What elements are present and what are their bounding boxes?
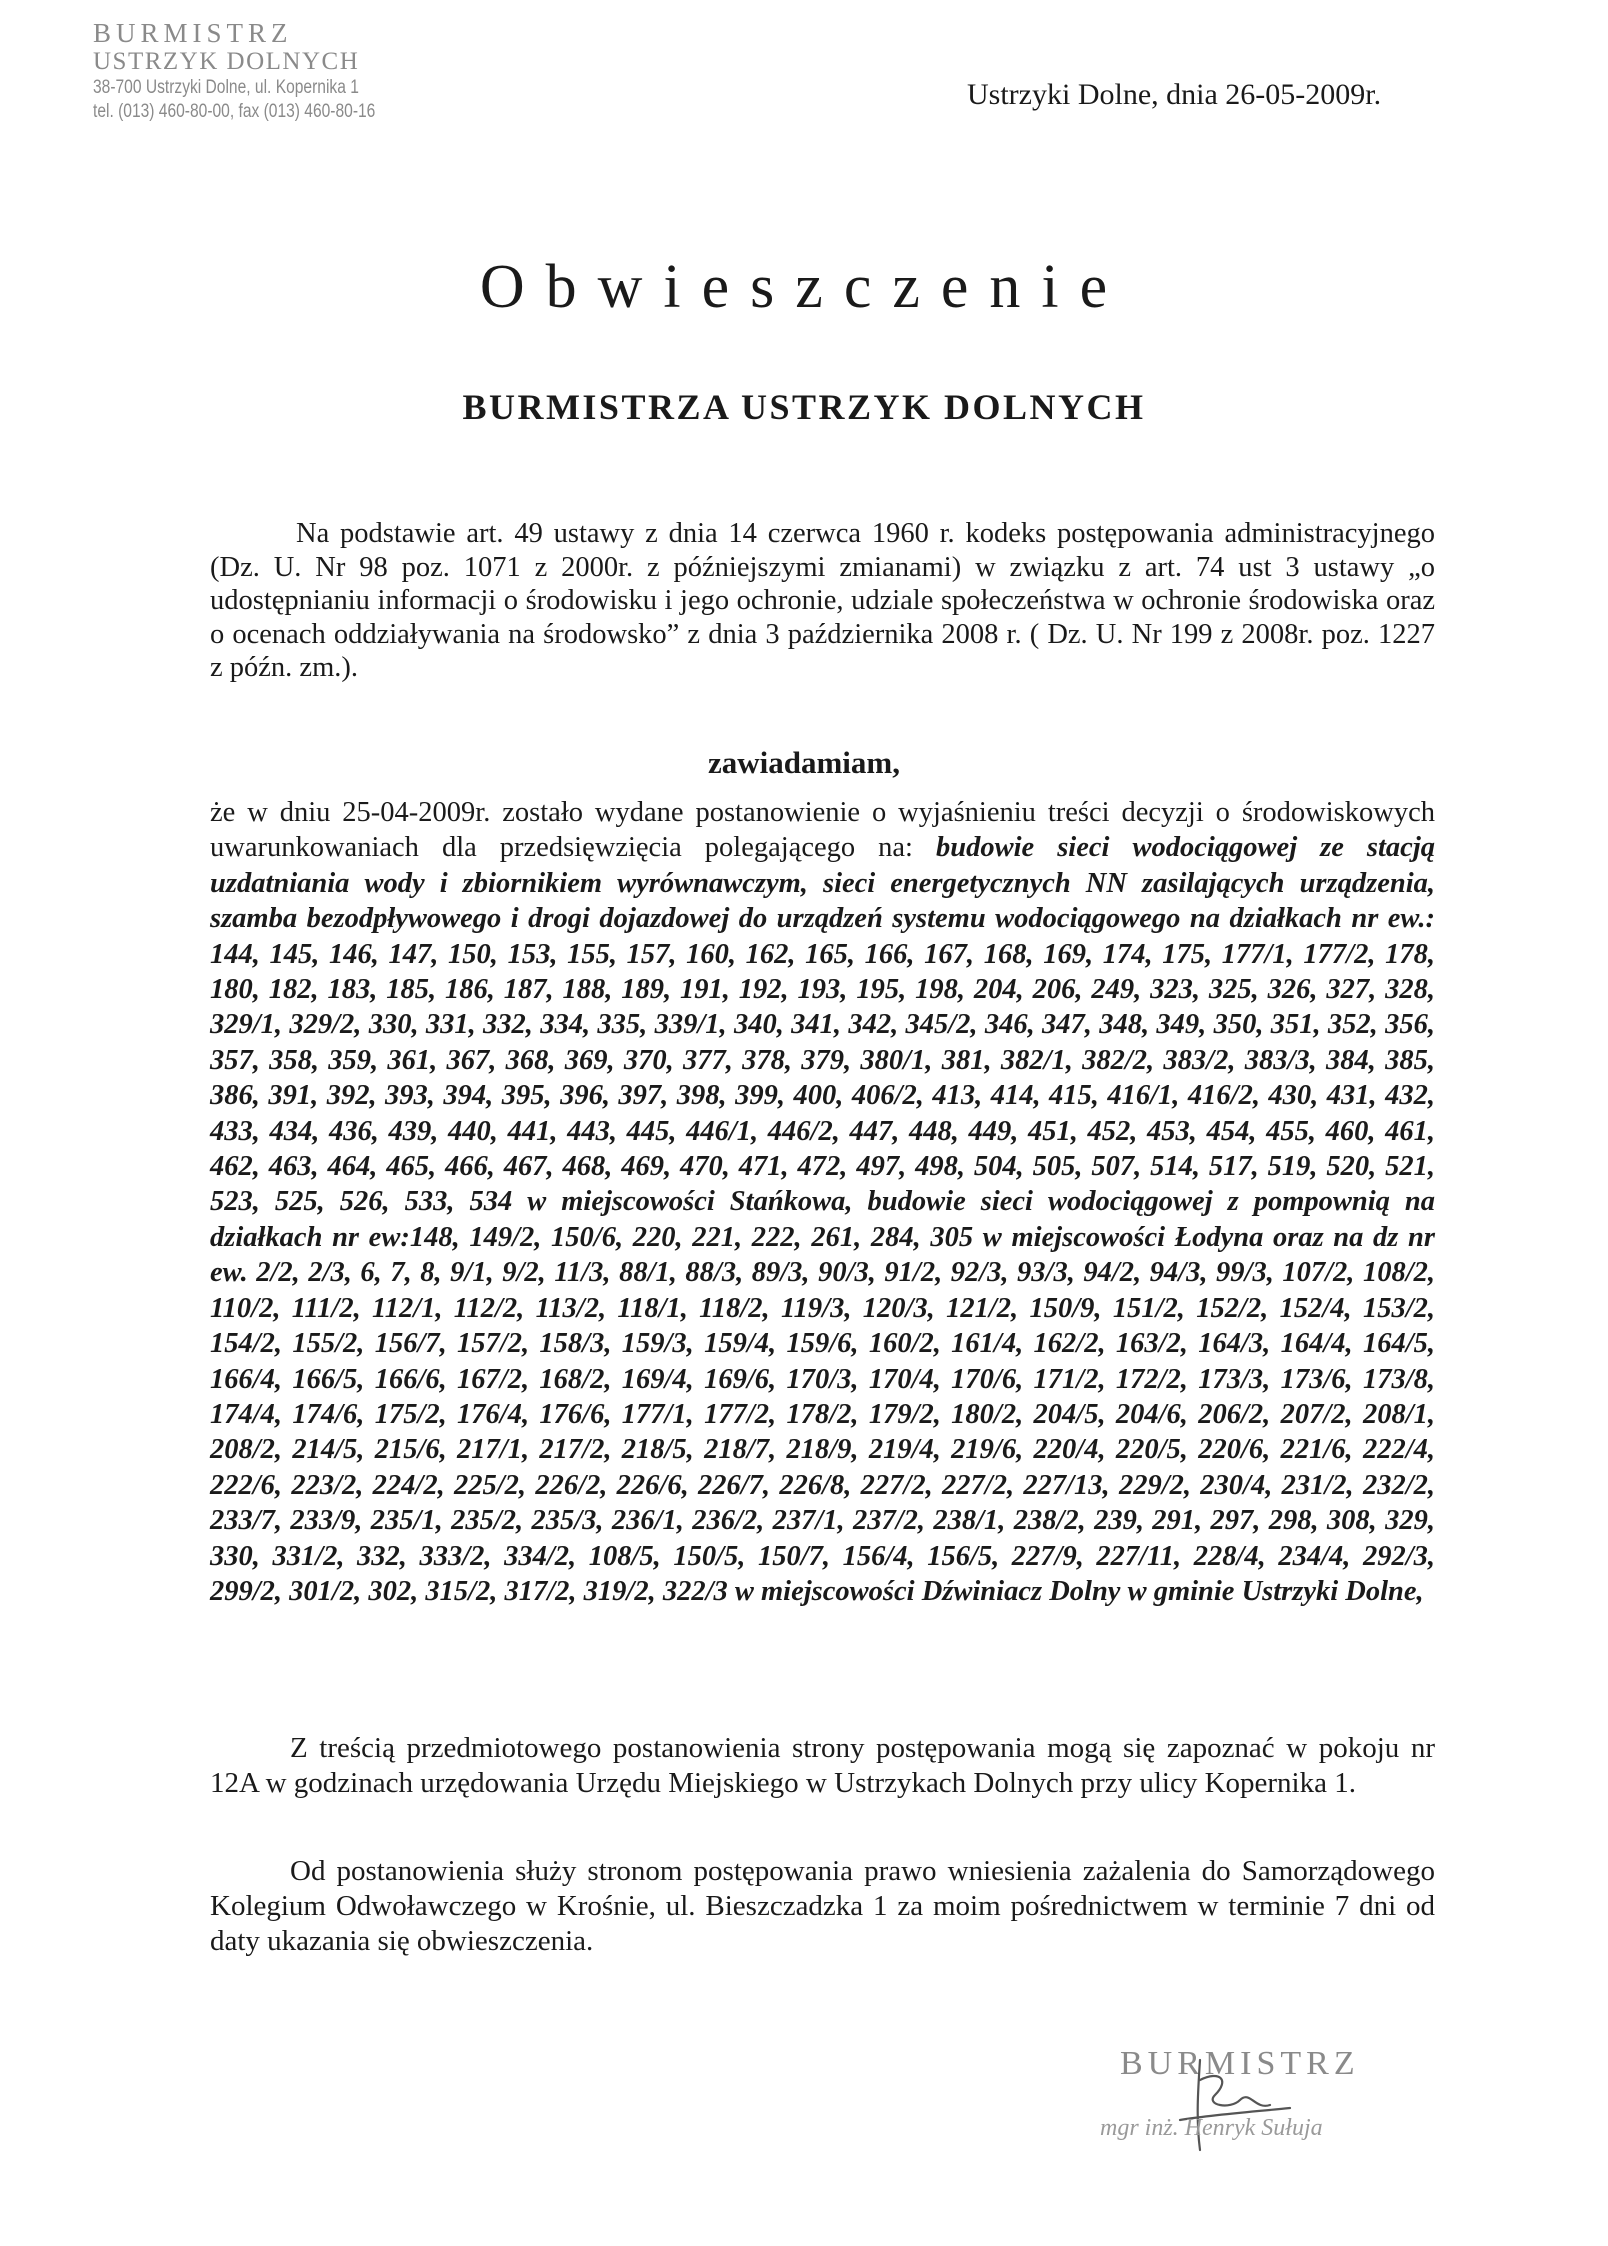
appeal-info-paragraph: Od postanowienia służy stronom postępowania prawo wniesienia zażalenia do Samorządowego Kolegium Odwoławczego w Krośnie, ul. Bieszczadzka 1 za moim pośrednictwem w terminie 7 dni od daty ukazania się obwieszczenia.	[210, 1855, 1435, 1957]
decision-paragraph	[210, 795, 1435, 1609]
letterhead-address: 38-700 Ustrzyki Dolne, ul. Kopernika 1	[93, 77, 359, 98]
document-subtitle: BURMISTRZA USTRZYK DOLNYCH	[462, 387, 1146, 427]
letterhead-name: BURMISTRZ	[93, 18, 293, 48]
letterhead	[93, 18, 437, 124]
decision-intro: że w dniu 25-04-2009r. zostało wydane postanowienie o wyjaśnieniu treści decyzji o środowiskowych uwarunkowaniach dla przedsięwzięcia polegającego na:	[210, 797, 1435, 864]
access-info-paragraph: Z treścią przedmiotowego postanowienia strony postępowania mogą się zapoznać w pokoju nr 12A w godzinach urzędowania Urzędu Miejskiego w Ustrzykach Dolnych przy ulicy Kopernika 1.	[210, 1732, 1435, 1799]
stamp-title: BURMISTRZ	[1120, 2045, 1360, 2082]
document-date: Ustrzyki Dolne, dnia 26-05-2009r.	[967, 78, 1382, 111]
legal-basis-paragraph: Na podstawie art. 49 ustawy z dnia 14 czerwca 1960 r. kodeks postępowania administracyjnego (Dz. U. Nr 98 poz. 1071 z 2000r. z późniejszymi zmianami) w związku z art. 74 ust 3 ustawy „o udostępnianiu informacji o środowisku i jego ochronie, udziale społeczeństwa w ochronie środowiska oraz o ocenach oddziaływania na środowsko” z dnia 3 października 2008 r. ( Dz. U. Nr 199 z 2008r. poz. 1227 z późn. zm.).	[210, 518, 1435, 683]
signature-stamp	[1100, 2045, 1420, 2195]
announcement-heading: zawiadamiam,	[707, 745, 900, 780]
letterhead-city: USTRZYK DOLNYCH	[93, 48, 360, 75]
document-title: Obwieszczenie	[479, 253, 1129, 321]
handwritten-signature	[1160, 2050, 1300, 2160]
letterhead-phone: tel. (013) 460-80-00, fax (013) 460-80-16	[93, 101, 376, 122]
decision-details: budowie sieci wodociągowej ze stacją uzdatniania wody i zbiornikiem wyrównawczym, sieci energetycznych NN zasilających urządzenia, szamba bezodpływowego i drogi dojazdowej do urządzeń systemu wodociągowego na działkach nr ew.: 144, 145, 146, 147, 150, 153, 155, 157, 160, 162, 165, 166, 167, 168, 169, 174, 175, 177/1, 177/2, 178, 180, 182, 183, 185, 186, 187, 188, 189, 191, 192, 193, 195, 198, 204, 206, 249, 323, 325, 326, 327, 328, 329/1, 329/2, 330, 331, 332, 334, 335, 339/1, 340, 341, 342, 345/2, 346, 347, 348, 349, 350, 351, 352, 356, 357, 358, 359, 361, 367, 368, 369, 370, 377, 378, 379, 380/1, 381, 382/1, 382/2, 383/2, 383/3, 384, 385, 386, 391, 392, 393, 394, 395, 396, 397, 398, 399, 400, 406/2, 413, 414, 415, 416/1, 416/2, 430, 431, 432, 433, 434, 436, 439, 440, 441, 443, 445, 446/1, 446/2, 447, 448, 449, 451, 452, 453, 454, 455, 460, 461, 462, 463, 464, 465, 466, 467, 468, 469, 470, 471, 472, 497, 498, 504, 505, 507, 514, 517, 519, 520, 521, 523, 525, 526, 533, 534 w miejscowości Stańkowa, budowie sieci wodociągowej z pompownią na działkach nr ew:148, 149/2, 150/6, 220, 221, 222, 261, 284, 305 w miejscowości Łodyna oraz na dz nr ew. 2/2, 2/3, 6, 7, 8, 9/1, 9/2, 11/3, 88/1, 88/3, 89/3, 90/3, 91/2, 92/3, 93/3, 94/2, 94/3, 99/3, 107/2, 108/2, 110/2, 111/2, 112/1, 112/2, 113/2, 118/1, 118/2, 119/3, 120/3, 121/2, 150/9, 151/2, 152/2, 152/4, 153/2, 154/2, 155/2, 156/7, 157/2, 158/3, 159/3, 159/4, 159/6, 160/2, 161/4, 162/2, 163/2, 164/3, 164/4, 164/5, 166/4, 166/5, 166/6, 167/2, 168/2, 169/4, 169/6, 170/3, 170/4, 170/6, 171/2, 172/2, 173/3, 173/6, 173/8, 174/4, 174/6, 175/2, 176/4, 176/6, 177/1, 177/2, 178/2, 179/2, 180/2, 204/5, 204/6, 206/2, 207/2, 208/1, 208/2, 214/5, 215/6, 217/1, 217/2, 218/5, 218/7, 218/9, 219/4, 219/6, 220/4, 220/5, 220/6, 221/6, 222/4, 222/6, 223/2, 224/2, 225/2, 226/2, 226/6, 226/7, 226/8, 227/2, 227/2, 227/13, 229/2, 230/4, 231/2, 232/2, 233/7, 233/9, 235/1, 235/2, 235/3, 236/1, 236/2, 237/1, 237/2, 238/1, 238/2, 239, 291, 297, 298, 308, 329, 330, 331/2, 332, 333/2, 334/2, 108/5, 150/5, 150/7, 156/4, 156/5, 227/9, 227/11, 228/4, 234/4, 292/3, 299/2, 301/2, 302, 315/2, 317/2, 319/2, 322/3 w miejscowości Dźwiniacz Dolny w gminie Ustrzyki Dolne,	[210, 832, 1435, 1607]
signatory-name: mgr inż. Henryk Sułuja	[1100, 2115, 1323, 2141]
